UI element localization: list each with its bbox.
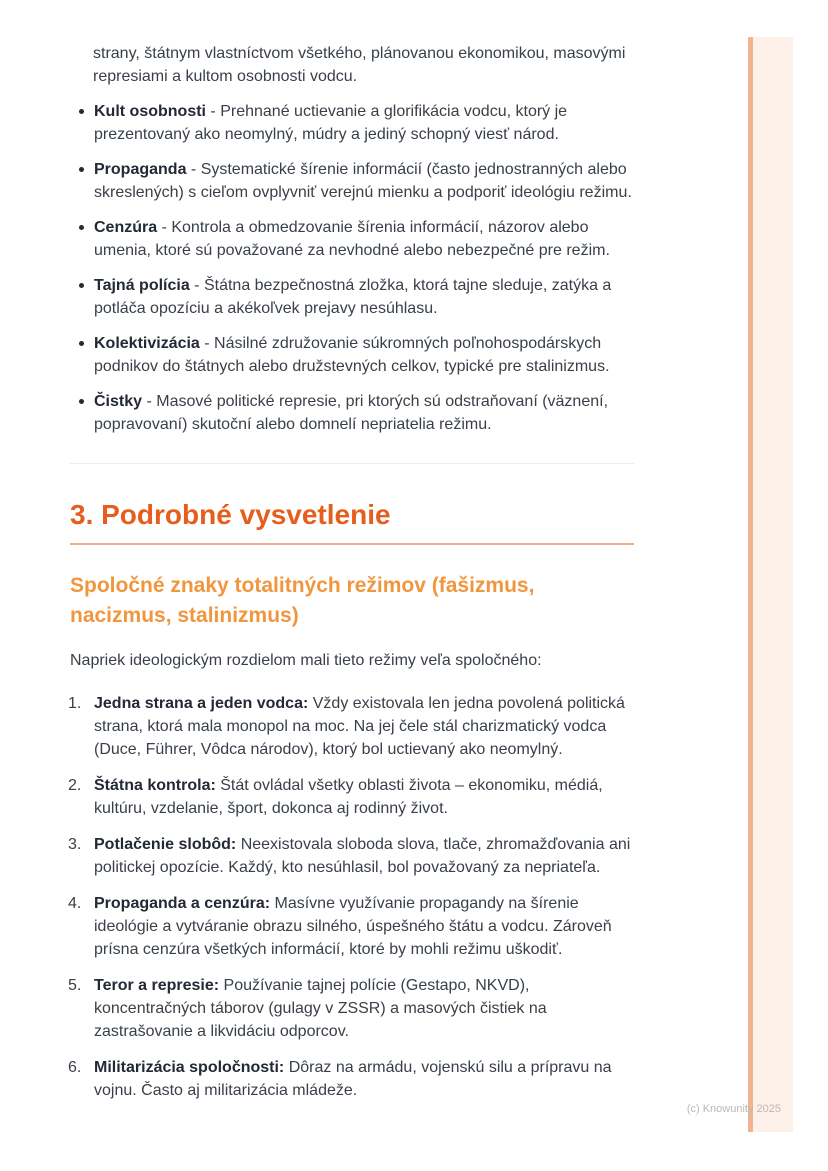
term-description: Dôraz na armádu, vojenskú silu a prípravu na vojnu. Často aj militarizácia mládeže. <box>94 1059 612 1099</box>
list-item <box>70 216 634 262</box>
term-label: Teror a represie: <box>94 977 220 994</box>
bullet-icon <box>79 341 84 346</box>
term-label: Tajná polícia <box>94 277 190 294</box>
term-description: Používanie tajnej polície (Gestapo, NKVD), koncentračných táborov (gulagy v ZSSR) a masových čistiek na zastrašovanie a likvidáciu odporcov. <box>94 977 547 1040</box>
list-item <box>70 692 634 761</box>
term-label: Militarizácia spoločnosti: <box>94 1059 285 1076</box>
item-number: 1. <box>68 695 82 712</box>
bullet-icon <box>79 399 84 404</box>
list-item <box>70 833 634 879</box>
continued-paragraph: strany, štátnym vlastníctvom všetkého, plánovanou ekonomikou, masovými represiami a kultom osobnosti vodcu. <box>93 45 626 85</box>
section-title: 3. Podrobné vysvetlenie <box>70 498 634 545</box>
term-description: Masívne využívanie propagandy na šírenie ideológie a vytváranie obrazu silného, úspešného štátu a vodcu. Zároveň prísna cenzúra všetkých informácií, ktoré by mohli režimu uškodiť. <box>94 895 612 958</box>
item-number: 3. <box>68 836 82 853</box>
bullet-icon <box>79 167 84 172</box>
term-description: - Masové politické represie, pri ktorých sú odstraňovaní (väznení, popravovaní) skutoční alebo domnelí nepriatelia režimu. <box>94 393 609 433</box>
list-item <box>70 390 634 436</box>
document-content <box>70 0 634 1102</box>
bullet-icon <box>79 225 84 230</box>
section-divider <box>70 463 634 464</box>
subsection-title: Spoločné znaky totalitných režimov (fašizmus, nacizmus, stalinizmus) <box>70 574 535 627</box>
term-label: Cenzúra <box>94 219 158 236</box>
term-description: - Štátna bezpečnostná zložka, ktorá tajne sleduje, zatýka a potláča opozíciu a akékoľvek prejavy nesúhlasu. <box>94 277 612 317</box>
term-label: Jedna strana a jeden vodca: <box>94 695 309 712</box>
term-label: Štátna kontrola: <box>94 777 216 794</box>
list-item <box>70 774 634 820</box>
term-label: Propaganda <box>94 161 187 178</box>
term-label: Propaganda a cenzúra: <box>94 895 271 912</box>
copyright-watermark: (c) Knowunity 2025 <box>686 1103 781 1115</box>
term-description: - Kontrola a obmedzovanie šírenia informácií, názorov alebo umenia, ktoré sú považované za nevhodné alebo nebezpečné pre režim. <box>94 219 610 259</box>
item-number: 2. <box>68 777 82 794</box>
term-label: Potlačenie slobôd: <box>94 836 237 853</box>
item-number: 5. <box>68 977 82 994</box>
term-label: Kult osobnosti <box>94 103 206 120</box>
list-item <box>70 274 634 320</box>
list-item <box>70 158 634 204</box>
term-description: Štát ovládal všetky oblasti života – ekonomiku, médiá, kultúru, vzdelanie, šport, dokonca aj rodinný život. <box>94 777 603 817</box>
list-item <box>70 332 634 378</box>
list-item <box>70 974 634 1043</box>
bullet-icon <box>79 109 84 114</box>
page-edge-stripe <box>748 37 793 1132</box>
common-traits-numbered-list <box>70 692 634 1102</box>
intro-paragraph: Napriek ideologickým rozdielom mali tieto režimy veľa spoločného: <box>70 652 542 669</box>
term-description: - Prehnané uctievanie a glorifikácia vodcu, ktorý je prezentovaný ako neomylný, múdry a jediný schopný viesť národ. <box>94 103 568 143</box>
list-item <box>70 100 634 146</box>
term-description: Vždy existovala len jedna povolená politická strana, ktorá mala monopol na moc. Na jej čele stál charizmatický vodca (Duce, Führer, Vôdca národov), ktorý bol uctievaný ako neomylný. <box>94 695 625 758</box>
term-description: - Systematické šírenie informácií (často jednostranných alebo skreslených) s cieľom ovplyvniť verejnú mienku a podporiť ideológiu režimu. <box>94 161 632 201</box>
definitions-bullet-list <box>70 100 634 436</box>
list-item <box>70 892 634 961</box>
term-description: - Násilné združovanie súkromných poľnohospodárskych podnikov do štátnych alebo družstevných celkov, typické pre stalinizmus. <box>94 335 610 375</box>
term-description: Neexistovala sloboda slova, tlače, zhromažďovania ani politickej opozície. Každý, kto nesúhlasil, bol považovaný za nepriateľa. <box>94 836 631 876</box>
item-number: 6. <box>68 1059 82 1076</box>
term-label: Čistky <box>94 393 143 410</box>
term-label: Kolektivizácia <box>94 335 200 352</box>
bullet-icon <box>79 283 84 288</box>
list-item <box>70 1056 634 1102</box>
item-number: 4. <box>68 895 82 912</box>
